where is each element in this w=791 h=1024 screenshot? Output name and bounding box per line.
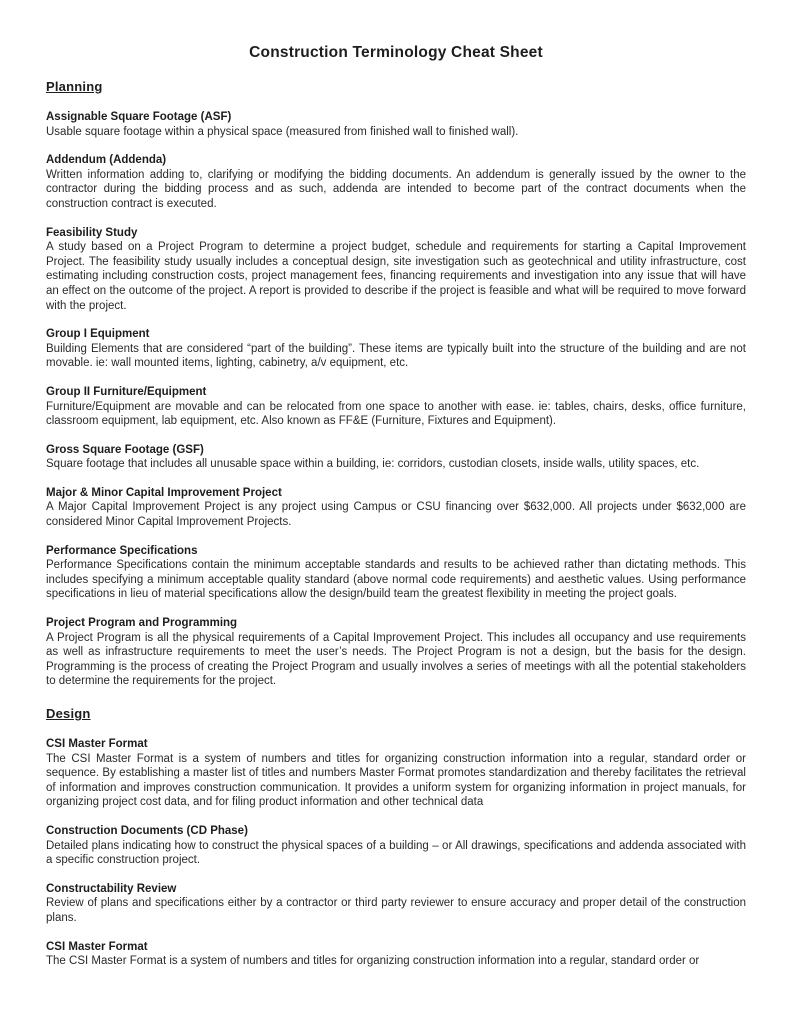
term-entry [46, 153, 746, 211]
term-name: CSI Master Format [46, 738, 148, 750]
term-definition: A Project Program is all the physical requirements of a Capital Improvement Project. This includes all occupancy and use requirements as well as infrastructure requirements to meet the user’s needs. The Project Program is not a design, but the basis for the design. Programming is the process of creating the Project Program and usually involves a series of meetings with all the potential stakeholders to determine the requirements for the project. [46, 631, 746, 688]
term-definition: Written information adding to, clarifying or modifying the bidding documents. An addendum is generally issued by the owner to the contractor during the bidding process and as such, addenda are intended to become part of the contract documents when the construction contract is executed. [46, 168, 746, 210]
term-entry [46, 385, 746, 429]
term-entry [46, 882, 746, 926]
term-definition: A Major Capital Improvement Project is any project using Campus or CSU financing over $632,000. All projects under $632,000 are considered Minor Capital Improvement Projects. [46, 501, 746, 529]
section-planning [46, 79, 746, 689]
term-definition: Performance Specifications contain the minimum acceptable standards and results to be achieved rather than dictating methods. This includes specifying a minimum acceptable quality standard (above normal code requirements) and aesthetic values. Using performance specifications in lieu of material specifications allow the design/build team the greatest flexibility in meeting the project goals. [46, 559, 746, 601]
term-name: Addendum (Addenda) [46, 154, 167, 167]
section-heading-design: Design [46, 706, 91, 721]
term-definition: The CSI Master Format is a system of numbers and titles for organizing construction information into a regular, standard order or [46, 955, 700, 968]
term-entry [46, 486, 746, 530]
term-definition: Building Elements that are considered “part of the building”. These items are typically built into the structure of the building and are not movable. ie: wall mounted items, lighting, cabinetry, a/v equipment, etc. [46, 342, 746, 370]
term-entry [46, 824, 746, 868]
term-definition: Review of plans and specifications either by a contractor or third party reviewer to ensure accuracy and proper detail of the construction plans. [46, 897, 746, 924]
term-name: Group II Furniture/Equipment [46, 385, 207, 398]
term-name: Constructability Review [46, 882, 177, 895]
term-name: Feasibility Study [46, 226, 138, 239]
page-title: Construction Terminology Cheat Sheet [249, 44, 543, 61]
term-name: Performance Specifications [46, 544, 198, 557]
term-entry [46, 443, 746, 472]
term-entry [46, 737, 746, 810]
term-definition: The CSI Master Format is a system of numbers and titles for organizing construction information into a regular, standard order or sequence. By establishing a master list of titles and numbers Master Format promotes standardization and thereby facilitates the retrieval of information and improves construction communication. It provides a uniform system for organizing information in project manuals, for organizing project cost data, and for filing product information and other technical data [46, 752, 746, 809]
term-entry [46, 226, 746, 314]
term-entry [46, 940, 746, 969]
term-entry [46, 110, 746, 139]
term-definition: Furniture/Equipment are movable and can be relocated from one space to another with ease. ie: tables, chairs, desks, office furniture, classroom equipment, lab equipment, etc. Also known as FF&E (Furniture, Fixtures and Equipment). [46, 400, 746, 428]
term-entry [46, 544, 746, 602]
section-design [46, 706, 746, 969]
term-name: Major & Minor Capital Improvement Project [46, 486, 282, 499]
term-definition: Usable square footage within a physical space (measured from finished wall to finished wall). [46, 125, 519, 138]
term-name: CSI Master Format [46, 940, 148, 953]
term-name: Project Program and Programming [46, 617, 238, 630]
term-definition: Square footage that includes all unusable space within a building, ie: corridors, custodian closets, inside walls, utility spaces, etc. [46, 458, 700, 471]
term-name: Group I Equipment [46, 328, 150, 341]
term-definition: Detailed plans indicating how to construct the physical spaces of a building – or All drawings, specifications and addenda associated with a specific construction project. [46, 839, 746, 867]
term-entry [46, 327, 746, 371]
term-name: Construction Documents (CD Phase) [46, 824, 248, 837]
term-name: Assignable Square Footage (ASF) [46, 111, 232, 123]
term-name: Gross Square Footage (GSF) [46, 443, 204, 456]
term-entry [46, 616, 746, 689]
section-heading-planning: Planning [46, 79, 103, 94]
term-definition: A study based on a Project Program to determine a project budget, schedule and requirements for starting a Capital Improvement Project. The feasibility study usually includes a conceptual design, site investigation such as geotechnical and utility infrastructure, cost estimating including construction costs, project management fees, financing requirements and investigation into any issue that will have an effect on the outcome of the project. A report is provided to describe if the project is feasible and what will be required to move forward with the project. [46, 241, 746, 312]
